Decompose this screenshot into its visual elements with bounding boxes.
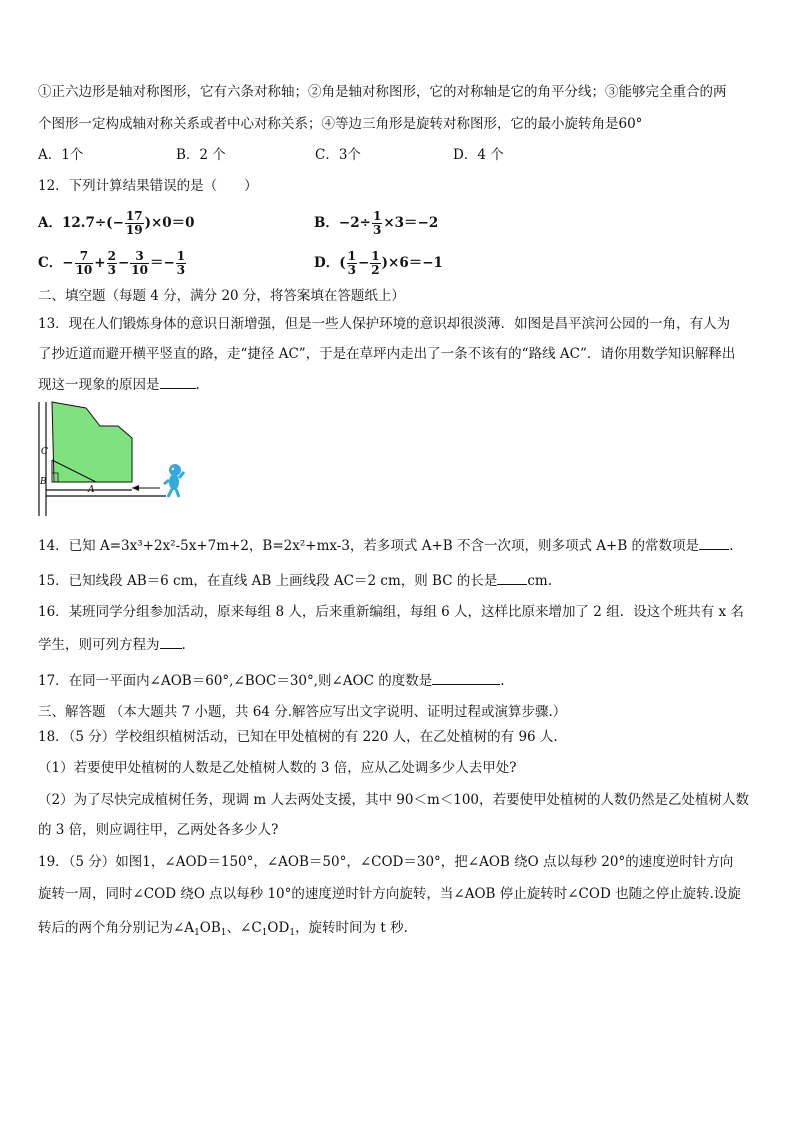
q12-option-a: A．12.7÷(− $\frac{17}{19}$ )×0＝0: [38, 209, 195, 237]
q12-option-d: D．( $\frac{1}{3}$ − $\frac{1}{2}$ )×6＝−1: [314, 249, 443, 277]
q11-option-b: B．2 个: [176, 147, 226, 163]
q14-text: 14．已知 A=3x³+2x²-5x+7m+2，B=2x²+mx-3，若多项式 A+B 不含一次项，则多项式 A+B 的常数项是 .: [38, 535, 733, 556]
q19-line3: 转后的两个角分别记为$\angle A_1OB_1$、$\angle C_1OD_1$，旋转时间为 t 秒.: [38, 920, 408, 938]
q19-line2: 旋转一周，同时∠COD 绕O 点以每秒 10°的速度逆时针方向旋转，当∠AOB 停止旋转时∠COD 也随之停止旋转.设旋: [38, 886, 741, 902]
fraction: $\frac{1}{3}$: [372, 209, 382, 237]
q13-line3: 现这一现象的原因是 .: [38, 374, 200, 395]
q18-line3: （2）为了尽快完成植树任务，现调 m 人去两处支援，其中 90＜m＜100，若要使甲处植树的人数仍然是乙处植树人数: [38, 792, 750, 808]
q19-line1: 19．（5 分）如图1，∠AOD＝150°，∠AOB＝50°，∠COD＝30°，把∠AOB 绕O 点以每秒 20°的速度逆时针方向: [38, 854, 734, 870]
q11-option-a: A．1个: [38, 147, 84, 163]
q16-line2: 学生，则可列方程为 .: [38, 634, 186, 655]
q11-option-c: C．3个: [315, 147, 361, 163]
q11-statement-line1: ①正六边形是轴对称图形，它有六条对称轴；②角是轴对称图形，它的对称轴是它的角平分线；③能够完全重合的两: [38, 84, 727, 100]
q12-stem: 12．下列计算结果错误的是（ ）: [38, 178, 258, 194]
q16-line1: 16．某班同学分组参加活动，原来每组 8 人，后来重新编组，每组 6 人，这样比原来增加了 2 组．设这个班共有 x 名: [38, 604, 744, 620]
person-icon: [164, 464, 184, 497]
fraction: $\frac{17}{19}$: [125, 209, 143, 237]
q13-line1: 13．现在人们锻炼身体的意识日渐增强，但是一些人保护环境的意识却很淡薄．如图是昌平滨河公园的一角，有人为: [38, 316, 731, 332]
park-lawn-figure: [36, 398, 196, 518]
label-c: C: [41, 447, 48, 457]
q17-text: 17．在同一平面内∠AOB＝60°,∠BOC＝30°,则∠AOC 的度数是 .: [38, 670, 505, 691]
section2-heading: 二、填空题（每题 4 分，满分 20 分，将答案填在答题纸上）: [38, 288, 405, 304]
q12-option-b: B．−2÷ $\frac{1}{3}$ ×3＝−2: [314, 209, 439, 237]
label-b: B: [40, 477, 47, 487]
q12-option-c: C．− $\frac{7}{10}$ + $\frac{2}{3}$ − $\frac{3}{10}$ ＝− $\frac{1}{3}$: [38, 249, 186, 277]
label-a: A: [88, 485, 95, 495]
q11-statement-line2: 个图形一定构成轴对称关系或者中心对称关系；④等边三角形是旋转对称图形，它的最小旋转角是60°: [38, 116, 643, 132]
q18-line1: 18．（5 分）学校组织植树活动，已知在甲处植树的有 220 人，在乙处植树的有 96 人.: [38, 729, 558, 745]
q13-line2: 了抄近道而避开横平竖直的路，走“捷径 AC”，于是在草坪内走出了一条不该有的“路线 AC”．请你用数学知识解释出: [38, 346, 736, 362]
q11-option-d: D．4 个: [453, 147, 504, 163]
q18-line2: （1）若要使甲处植树的人数是乙处植树人数的 3 倍，应从乙处调多少人去甲处?: [38, 760, 517, 776]
q18-line4: 的 3 倍，则应调往甲，乙两处各多少人?: [38, 822, 279, 838]
q15-text: 15．已知线段 AB＝6 cm，在直线 AB 上画线段 AC＝2 cm，则 BC 的长是 cm.: [38, 570, 552, 591]
section3-heading: 三、解答题 （本大题共 7 小题，共 64 分.解答应写出文字说明、证明过程或演算步骤.）: [38, 704, 567, 720]
